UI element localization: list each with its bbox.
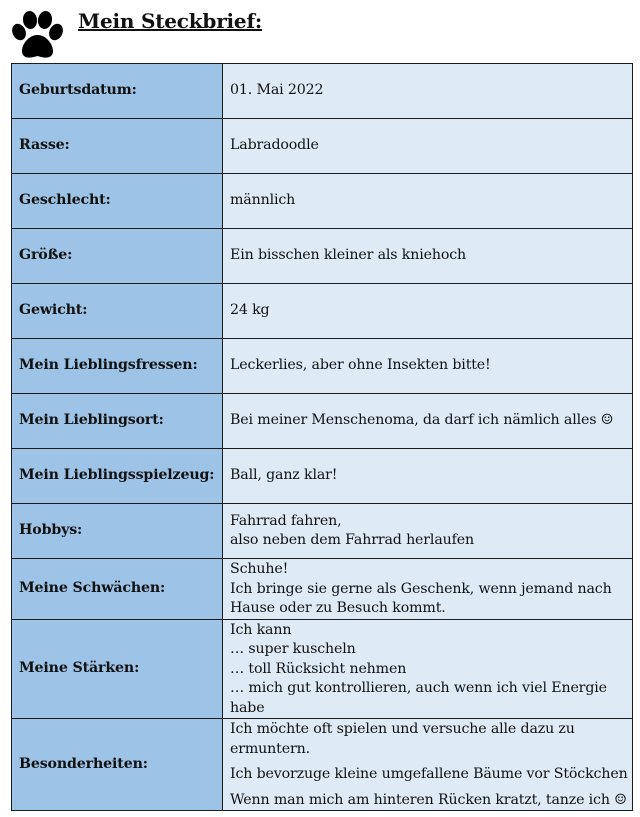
value-line: Ich möchte oft spielen und versuche alle dazu zu: [230, 721, 575, 737]
value-line: männlich: [230, 192, 296, 209]
table-row: [12, 339, 633, 394]
row-value: [223, 559, 633, 620]
row-value: [223, 229, 633, 284]
value-line: Fahrrad fahren,: [230, 512, 342, 529]
table-row: [12, 619, 633, 719]
value-line: Ich kann: [230, 621, 292, 638]
page-title: Mein Steckbrief:: [78, 9, 263, 33]
table-row: [12, 504, 633, 559]
header: [0, 0, 640, 62]
table-row: [12, 719, 633, 811]
value-line: Labradoodle: [230, 137, 319, 154]
table-row: [12, 119, 633, 174]
value-line: Ich bringe sie gerne als Geschenk, wenn jemand nach: [230, 580, 612, 597]
value-line: Hause oder zu Besuch kommt.: [230, 600, 446, 616]
row-label: Geburtsdatum:: [12, 64, 223, 119]
value-line: ermuntern.: [230, 740, 310, 757]
row-value: [223, 719, 633, 811]
row-value: [223, 394, 633, 449]
row-label: Mein Lieblingsort:: [12, 394, 223, 449]
row-label: Rasse:: [12, 119, 223, 174]
table-row: [12, 449, 633, 504]
profile-table: [11, 63, 633, 811]
row-label: Hobbys:: [12, 504, 223, 559]
table-row: [12, 64, 633, 119]
row-label: Mein Lieblingsfressen:: [12, 339, 223, 394]
row-label: Gewicht:: [12, 284, 223, 339]
value-line: … super kuscheln: [230, 641, 356, 657]
value-line: also neben dem Fahrrad herlaufen: [230, 532, 474, 548]
row-label: Besonderheiten:: [12, 719, 223, 811]
value-line: Ich bevorzuge kleine umgefallene Bäume vor Stöckchen: [230, 766, 628, 782]
row-label: Meine Schwächen:: [12, 559, 223, 620]
value-line: 01. Mai 2022: [230, 82, 324, 99]
row-value: [223, 504, 633, 559]
row-label: Meine Stärken:: [12, 619, 223, 719]
value-line: Leckerlies, aber ohne Insekten bitte!: [230, 357, 491, 374]
table-row: [12, 284, 633, 339]
value-line: habe: [230, 699, 265, 716]
value-line: Bei meiner Menschenoma, da darf ich nämlich alles ☺: [230, 412, 614, 429]
table-row: [12, 394, 633, 449]
row-label: Größe:: [12, 229, 223, 284]
row-value: [223, 284, 633, 339]
value-line: Ein bisschen kleiner als kniehoch: [230, 247, 467, 264]
row-label: Geschlecht:: [12, 174, 223, 229]
row-value: [223, 449, 633, 504]
row-value: [223, 339, 633, 394]
value-line: … toll Rücksicht nehmen: [230, 660, 407, 677]
table-row: [12, 559, 633, 620]
value-line: Wenn man mich am hinteren Rücken kratzt, tanze ich ☺: [230, 791, 627, 808]
row-value: [223, 119, 633, 174]
table-row: [12, 174, 633, 229]
row-value: [223, 174, 633, 229]
table-row: [12, 229, 633, 284]
value-line: … mich gut kontrollieren, auch wenn ich viel Energie: [230, 680, 607, 696]
value-line: 24 kg: [230, 302, 270, 319]
value-line: Ball, ganz klar!: [230, 467, 338, 484]
value-line: Schuhe!: [230, 561, 289, 577]
row-value: [223, 619, 633, 719]
row-value: [223, 64, 633, 119]
paw-icon: [10, 10, 66, 62]
row-label: Mein Lieblingsspielzeug:: [12, 449, 223, 504]
